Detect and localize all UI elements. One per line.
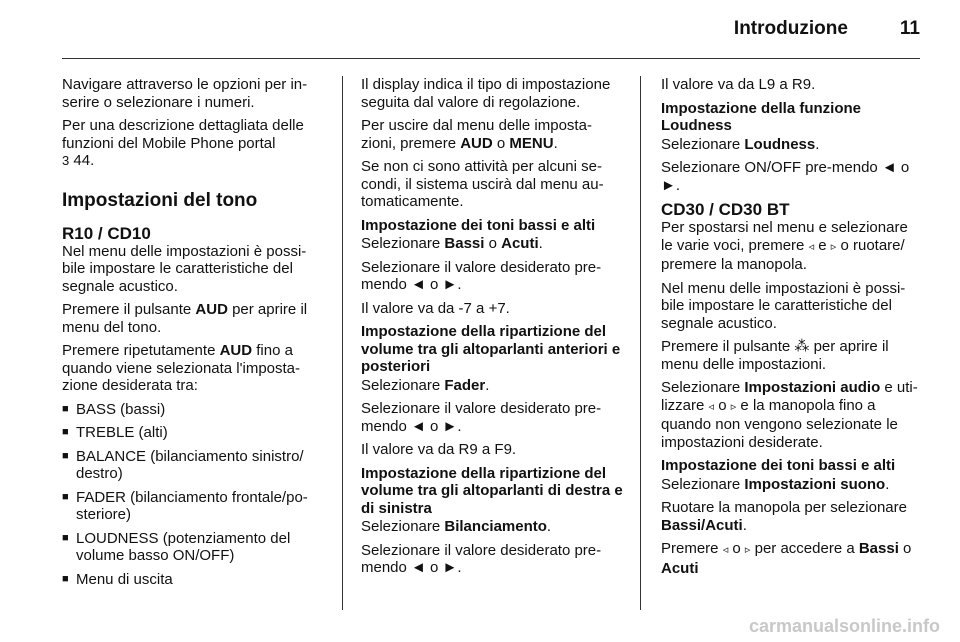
subsection-heading: Impostazione dei toni bassi e alti bbox=[361, 216, 596, 234]
column-divider-1 bbox=[342, 76, 343, 610]
right-arrow-icon: ▹ bbox=[730, 400, 737, 413]
list-item: ■ LOUDNESS (potenziamento del volume basso ON/OFF) bbox=[62, 530, 324, 565]
paragraph: Per spostarsi nel menu e selezionare le varie voci, premere ◃ e ▹ o ruotare/ premere la manopola. bbox=[661, 219, 908, 273]
paragraph: Selezionare ON/OFF pre-mendo ◄ o ►. bbox=[661, 159, 910, 194]
section-heading: Impostazioni del tono bbox=[62, 189, 258, 211]
header-divider bbox=[62, 58, 920, 59]
paragraph: Nel menu delle impostazioni è possi-bile impostare le caratteristiche del segnale acustico. bbox=[661, 279, 906, 332]
column-2 bbox=[361, 76, 623, 583]
right-arrow-icon: ▹ bbox=[830, 240, 837, 253]
column-divider-2 bbox=[640, 76, 641, 610]
column-3 bbox=[661, 76, 923, 583]
tone-settings-icon: ⁂ bbox=[794, 338, 810, 355]
list-item: ■ TREBLE (alti) bbox=[62, 424, 324, 442]
model-heading: R10 / CD10 bbox=[62, 223, 151, 243]
page-reference[interactable]: 44. bbox=[73, 152, 95, 169]
paragraph: Nel menu delle impostazioni è possi-bile impostare le caratteristiche del segnale acustico. bbox=[62, 242, 307, 295]
left-arrow-icon: ◃ bbox=[722, 544, 729, 556]
list-item: ■ FADER (bilanciamento frontale/po-steriore) bbox=[62, 489, 324, 524]
page-header bbox=[62, 18, 920, 48]
aud-key-label: AUD bbox=[219, 342, 253, 359]
paragraph: Selezionare Bassi o Acuti. bbox=[361, 235, 543, 252]
paragraph: Navigare attraverso le opzioni per in-serire o selezionare i numeri. bbox=[62, 76, 308, 111]
paragraph: Selezionare Bilanciamento. bbox=[361, 518, 552, 535]
paragraph: Selezionare il valore desiderato pre-mendo ◄ o ►. bbox=[361, 258, 602, 293]
paragraph: Il valore va da -7 a +7. bbox=[361, 299, 510, 317]
subsection-heading: Impostazione dei toni bassi e alti bbox=[661, 457, 896, 474]
paragraph: Il valore va da L9 a R9. bbox=[661, 76, 816, 93]
paragraph: Selezionare Impostazioni suono. bbox=[661, 475, 890, 493]
model-heading: CD30 / CD30 BT bbox=[661, 200, 790, 219]
tone-settings-list bbox=[62, 401, 324, 589]
paragraph: Il display indica il tipo di impostazione seguita dal valore di regolazione. bbox=[361, 76, 611, 111]
paragraph: Il valore va da R9 a F9. bbox=[361, 441, 517, 458]
subsection-heading: Impostazione della funzione Loudness bbox=[661, 99, 862, 134]
list-item: ■ Menu di uscita bbox=[62, 571, 324, 589]
paragraph: Premere il pulsante AUD per aprire il menu del tono. bbox=[62, 301, 308, 336]
paragraph: Premere il pulsante ⁂ per aprire il menu delle impostazioni. bbox=[661, 338, 889, 373]
paragraph: Selezionare il valore desiderato pre-mendo ◄ o ►. bbox=[361, 400, 602, 435]
list-item: ■ BALANCE (bilanciamento sinistro/ destro) bbox=[62, 448, 324, 483]
paragraph: Premere ripetutamente AUD fino a quando viene selezionata l'imposta-zione desiderata tra: bbox=[62, 342, 301, 394]
page-title: Introduzione bbox=[733, 18, 848, 39]
paragraph: Per uscire dal menu delle imposta-zioni, premere AUD o MENU. bbox=[361, 117, 592, 152]
paragraph: Selezionare Loudness. bbox=[661, 135, 820, 153]
page-reference-icon: 3 bbox=[62, 153, 70, 168]
paragraph: Se non ci sono attività per alcuni se-condi, il sistema uscirà dal menu au-tomaticamente. bbox=[361, 158, 604, 210]
list-item: ■ BASS (bassi) bbox=[62, 401, 324, 419]
subsection-heading: Impostazione della ripartizione del volume tra gli altoparlanti di destra e di sinistra bbox=[361, 464, 623, 517]
left-arrow-icon: ◃ bbox=[708, 400, 715, 413]
paragraph: Selezionare Fader. bbox=[361, 376, 490, 394]
watermark: carmanualsonline.info bbox=[748, 616, 940, 636]
right-arrow-icon: ▹ bbox=[744, 544, 751, 556]
left-arrow-icon: ◃ bbox=[808, 240, 815, 253]
subsection-heading: Impostazione della ripartizione del volume tra gli altoparlanti anteriori e posteriori bbox=[361, 323, 621, 375]
paragraph: Premere ◃ o ▹ per accedere a Bassi o Acuti bbox=[661, 540, 912, 577]
paragraph: Per una descrizione dettagliata delle funzioni del Mobile Phone portal 3 44. bbox=[62, 117, 304, 169]
aud-key-label: AUD bbox=[195, 301, 228, 318]
paragraph: Selezionare Impostazioni audio e uti-lizzare ◃ o ▹ e la manopola fino a quando non vengono selezionate le impostazioni desiderate. bbox=[661, 379, 918, 451]
column-1 bbox=[62, 76, 324, 594]
paragraph: Selezionare il valore desiderato pre-mendo ◄ o ►. bbox=[361, 541, 602, 576]
page-number: 11 bbox=[899, 18, 920, 39]
paragraph: Ruotare la manopola per selezionare Bassi/Acuti. bbox=[661, 499, 907, 534]
